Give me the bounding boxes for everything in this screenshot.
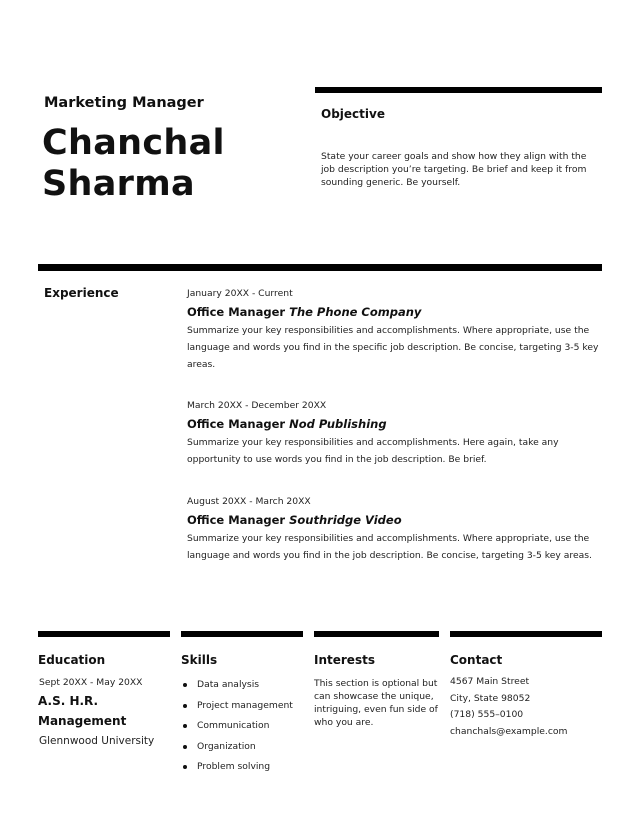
- objective-divider: [315, 87, 602, 93]
- job-company: Nod Publishing: [289, 417, 387, 431]
- job-role: [187, 513, 599, 527]
- job-dates: March 20XX - December 20XX: [187, 400, 327, 411]
- education-school: Glennwood University: [39, 735, 155, 747]
- skill-label: Communication: [197, 720, 270, 732]
- contact-address-line2: City, State 98052: [450, 692, 531, 704]
- candidate-name: [42, 123, 225, 205]
- skill-item: [181, 741, 293, 762]
- job-role: [187, 417, 599, 431]
- skill-item: [181, 679, 293, 700]
- contact-heading: Contact: [450, 653, 503, 667]
- interests-text: This section is optional but can showcase the unique, intriguing, even fun side of who you are.: [314, 678, 438, 728]
- objective-heading: Objective: [321, 107, 385, 121]
- interests-heading: Interests: [314, 653, 375, 667]
- skill-item: [181, 700, 293, 721]
- experience-item: [187, 400, 599, 468]
- experience-heading: Experience: [44, 286, 119, 300]
- job-description: Summarize your key responsibilities and accomplishments. Where appropriate, use the language and words you find in the job description. Be concise, targeting 3-5 key areas.: [187, 533, 592, 561]
- education-dates: Sept 20XX - May 20XX: [39, 677, 143, 688]
- job-company: The Phone Company: [289, 305, 422, 319]
- skills-heading: Skills: [181, 653, 218, 667]
- job-dates: August 20XX - March 20XX: [187, 496, 311, 507]
- job-title: Marketing Manager: [44, 95, 204, 111]
- skills-list: [181, 679, 293, 782]
- bullet-icon: [183, 724, 187, 728]
- contact-phone: (718) 555–0100: [450, 709, 524, 720]
- job-position: Office Manager: [187, 305, 286, 319]
- first-name: Chanchal: [42, 123, 225, 163]
- experience-divider: [38, 264, 602, 271]
- job-dates: January 20XX - Current: [187, 288, 293, 299]
- bullet-icon: [183, 765, 187, 769]
- interests-divider: [314, 631, 439, 637]
- skill-item: [181, 761, 293, 782]
- contact-email[interactable]: chanchals@example.com: [450, 725, 568, 737]
- experience-item: [187, 288, 599, 373]
- job-company: Southridge Video: [289, 513, 402, 527]
- skills-divider: [181, 631, 303, 637]
- education-degree: A.S. H.R. Management: [38, 694, 127, 728]
- last-name: Sharma: [42, 164, 195, 204]
- experience-item: [187, 496, 599, 564]
- contact-divider: [450, 631, 602, 637]
- education-divider: [38, 631, 170, 637]
- skill-label: Project management: [197, 699, 293, 711]
- skill-label: Data analysis: [197, 679, 260, 690]
- job-position: Office Manager: [187, 513, 286, 527]
- job-position: Office Manager: [187, 417, 286, 431]
- objective-text: State your career goals and show how they align with the job description you’re targeting. Be brief and keep it from sounding generic. Be yourself.: [321, 151, 587, 188]
- skill-label: Problem solving: [197, 761, 271, 773]
- bullet-icon: [183, 683, 187, 687]
- job-description: Summarize your key responsibilities and accomplishments. Where appropriate, use the language and words you find in the specific job description. Be concise, targeting 3-5 key areas.: [187, 325, 599, 370]
- bullet-icon: [183, 745, 187, 749]
- education-heading: Education: [38, 653, 106, 667]
- contact-address-line1: 4567 Main Street: [450, 676, 530, 687]
- skill-item: [181, 720, 293, 741]
- bullet-icon: [183, 704, 187, 708]
- skill-label: Organization: [197, 740, 256, 752]
- job-role: [187, 305, 599, 319]
- contact-details: [450, 676, 567, 742]
- job-description: Summarize your key responsibilities and accomplishments. Here again, take any opportunity to use words you find in the job description. Be brief.: [187, 437, 559, 465]
